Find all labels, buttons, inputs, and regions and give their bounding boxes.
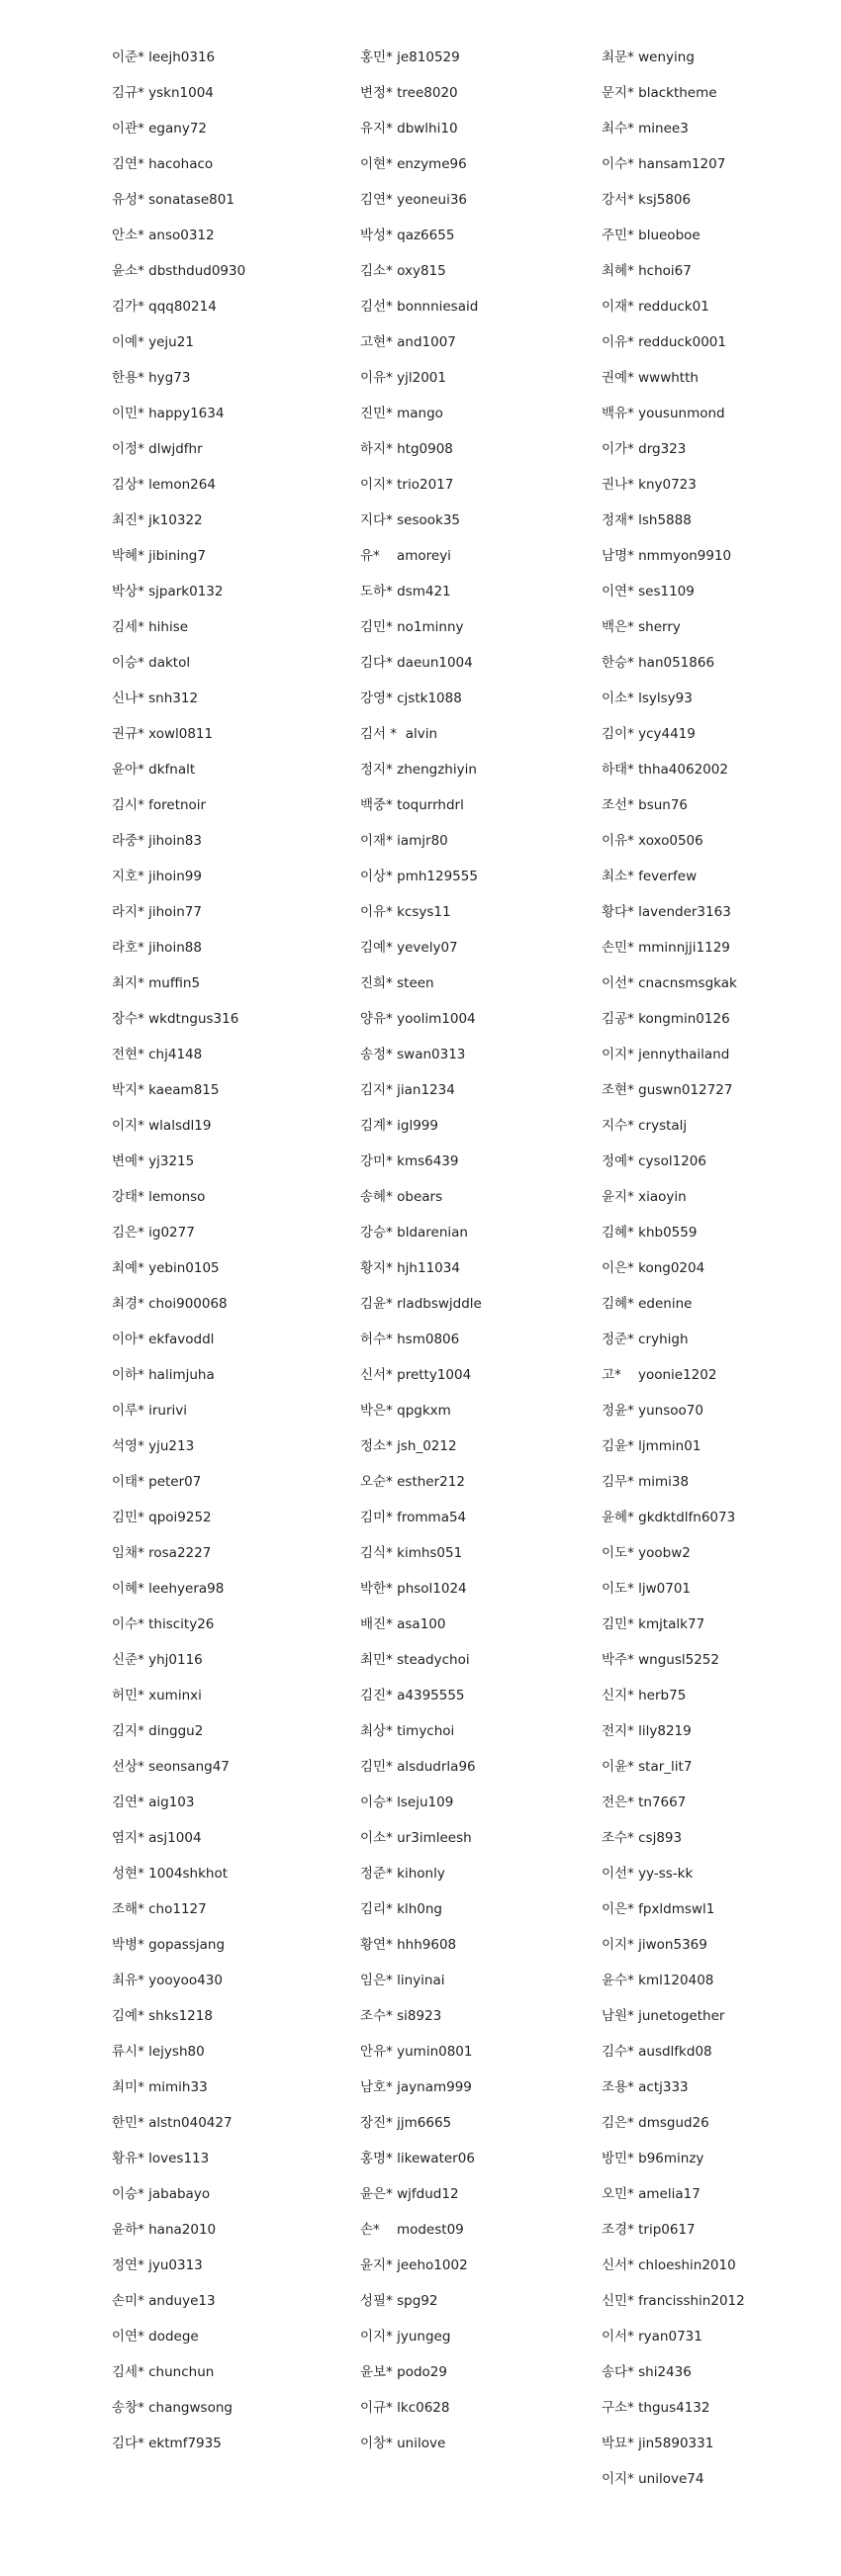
list-item: 정예* cysol1206 xyxy=(602,1153,706,1169)
list-item: 이태* peter07 xyxy=(112,1474,202,1490)
list-item: 강미* kms6439 xyxy=(360,1153,459,1169)
list-item: 성필* spg92 xyxy=(360,2293,438,2309)
list-item: 강서* ksj5806 xyxy=(602,192,692,208)
list-item: 이유* redduck0001 xyxy=(602,334,726,350)
list-item: 최소* feverfew xyxy=(602,869,698,884)
list-item: 김진* a4395555 xyxy=(360,1688,465,1703)
list-item: 박한* phsol1024 xyxy=(360,1581,467,1597)
list-item: 장수* wkdtngus316 xyxy=(112,1011,239,1027)
name-column-2 xyxy=(360,40,607,2461)
list-item: 이소* ur3imleesh xyxy=(360,1830,472,1846)
list-item: 이재* iamjr80 xyxy=(360,833,448,849)
list-item: 이지* jyungeg xyxy=(360,2329,451,2345)
list-item: 정지* zhengzhiyin xyxy=(360,762,477,778)
list-item: 이정* dlwjdfhr xyxy=(112,441,203,457)
list-item: 허민* xuminxi xyxy=(112,1688,202,1703)
list-item: 최지* muffin5 xyxy=(112,975,201,991)
list-item: 진민* mango xyxy=(360,406,443,421)
list-item: 방민* b96minzy xyxy=(602,2151,704,2166)
list-item: 이연* dodege xyxy=(112,2329,199,2345)
list-item: 손미* anduye13 xyxy=(112,2293,216,2309)
list-item: 손민* mminnjji1129 xyxy=(602,940,730,956)
list-item: 조수* si8923 xyxy=(360,2008,442,2024)
list-item: 문지* blacktheme xyxy=(602,85,717,101)
list-item: 신서* pretty1004 xyxy=(360,1367,472,1383)
list-item: 백중* toqurrhdrl xyxy=(360,797,464,813)
list-item: 윤지* xiaoyin xyxy=(602,1189,687,1205)
list-item: 라중* jihoin83 xyxy=(112,833,202,849)
list-item: 하태* thha4062002 xyxy=(602,762,728,778)
list-item: 전지* lily8219 xyxy=(602,1723,692,1739)
list-item: 김시* foretnoir xyxy=(112,797,207,813)
list-item: 라호* jihoin88 xyxy=(112,940,202,956)
list-item: 이수* hansam1207 xyxy=(602,156,726,172)
list-item: 이수* thiscity26 xyxy=(112,1616,215,1632)
list-item: 박병* gopassjang xyxy=(112,1937,226,1953)
list-item: 김수* ausdlfkd08 xyxy=(602,2044,712,2060)
list-item: 이승* jababayo xyxy=(112,2186,211,2202)
list-item: 이준* leejh0316 xyxy=(112,49,216,65)
list-item: 구소* thgus4132 xyxy=(602,2400,710,2416)
list-item: 변정* tree8020 xyxy=(360,85,458,101)
list-item: 김계* igl999 xyxy=(360,1118,438,1134)
list-item: 김은* dmsgud26 xyxy=(602,2115,709,2131)
list-item: 김혜* edenine xyxy=(602,1296,693,1312)
list-item: 조수* csj893 xyxy=(602,1830,683,1846)
list-item: 이상* pmh129555 xyxy=(360,869,478,884)
list-item: 김세* chunchun xyxy=(112,2364,215,2380)
list-item: 한승* han051866 xyxy=(602,655,715,671)
list-item: 김규* yskn1004 xyxy=(112,85,214,101)
list-item: 김소* oxy815 xyxy=(360,263,446,279)
list-item: 김연* aig103 xyxy=(112,1794,195,1810)
list-item: 윤수* kml120408 xyxy=(602,1973,714,1988)
list-item: 오순* esther212 xyxy=(360,1474,465,1490)
list-item: 김상* lemon264 xyxy=(112,477,216,493)
list-item: 이지* trio2017 xyxy=(360,477,454,493)
list-item: 윤하* hana2010 xyxy=(112,2222,217,2238)
list-item: 김예* shks1218 xyxy=(112,2008,213,2024)
list-item: 허수* hsm0806 xyxy=(360,1332,460,1347)
list-item: 고* yoonie1202 xyxy=(602,1367,717,1383)
list-item: 백유* yousunmond xyxy=(602,406,725,421)
list-item: 김이* ycy4419 xyxy=(602,726,696,742)
list-item: 류시* lejysh80 xyxy=(112,2044,205,2060)
list-item: 이지* wlalsdl19 xyxy=(112,1118,212,1134)
list-item: 박상* sjpark0132 xyxy=(112,584,224,599)
list-item: 남호* jaynam999 xyxy=(360,2079,472,2095)
list-item: 권규* xowl0811 xyxy=(112,726,214,742)
list-item: 이소* lsylsy93 xyxy=(602,690,693,706)
list-item: 이루* irurivi xyxy=(112,1403,188,1419)
list-item: 권나* kny0723 xyxy=(602,477,697,493)
list-item: 최예* yebin0105 xyxy=(112,1260,220,1276)
list-item: 손* modest09 xyxy=(360,2222,464,2238)
list-item: 이민* happy1634 xyxy=(112,406,225,421)
list-item: 김민* qpoi9252 xyxy=(112,1510,212,1525)
list-item: 김은* ig0277 xyxy=(112,1225,195,1241)
list-item: 선상* seonsang47 xyxy=(112,1759,230,1775)
list-item: 전현* chj4148 xyxy=(112,1047,203,1062)
list-item: 한민* alstn040427 xyxy=(112,2115,233,2131)
list-item: 윤아* dkfnalt xyxy=(112,762,196,778)
list-item: 전은* tn7667 xyxy=(602,1794,687,1810)
list-item: 김선* bonnniesaid xyxy=(360,299,479,315)
list-item: 최혜* hchoi67 xyxy=(602,263,692,279)
list-item: 이선* cnacnsmsgkak xyxy=(602,975,737,991)
list-item: 이가* drg323 xyxy=(602,441,687,457)
list-item: 박은* qpgkxm xyxy=(360,1403,451,1419)
list-item: 이선* yy-ss-kk xyxy=(602,1866,694,1882)
list-item: 이연* ses1109 xyxy=(602,584,695,599)
list-item: 김다* daeun1004 xyxy=(360,655,473,671)
list-item: 윤지* jeeho1002 xyxy=(360,2257,468,2273)
list-item: 조용* actj333 xyxy=(602,2079,689,2095)
list-item: 조선* bsun76 xyxy=(602,797,689,813)
list-item: 김지* jian1234 xyxy=(360,1082,455,1098)
list-item: 김서 * alvin xyxy=(360,726,438,742)
list-item: 최민* steadychoi xyxy=(360,1652,470,1668)
list-item: 윤소* dbsthdud0930 xyxy=(112,263,246,279)
list-item: 정윤* yunsoo70 xyxy=(602,1403,703,1419)
list-item: 박지* kaeam815 xyxy=(112,1082,220,1098)
list-item: 양유* yoolim1004 xyxy=(360,1011,476,1027)
list-item: 송혜* obears xyxy=(360,1189,443,1205)
list-item: 윤혜* gkdktdlfn6073 xyxy=(602,1510,736,1525)
list-item: 최경* choi900068 xyxy=(112,1296,228,1312)
list-item: 조해* cho1127 xyxy=(112,1901,207,1917)
list-item: 김공* kongmin0126 xyxy=(602,1011,730,1027)
list-item: 김민* no1minny xyxy=(360,619,464,635)
list-item: 윤은* wjfdud12 xyxy=(360,2186,459,2202)
list-item: 이창* unilove xyxy=(360,2436,446,2451)
list-item: 이예* yeju21 xyxy=(112,334,194,350)
list-item: 최진* jk10322 xyxy=(112,512,203,528)
list-item: 최상* timychoi xyxy=(360,1723,455,1739)
list-item: 김민* alsdudrla96 xyxy=(360,1759,476,1775)
list-item: 송창* changwsong xyxy=(112,2400,233,2416)
list-item: 이현* enzyme96 xyxy=(360,156,467,172)
list-item: 김지* dinggu2 xyxy=(112,1723,204,1739)
list-item: 남원* junetogether xyxy=(602,2008,725,2024)
list-item: 신서* chloeshin2010 xyxy=(602,2257,736,2273)
list-item: 홍명* likewater06 xyxy=(360,2151,475,2166)
list-item: 임은* linyinai xyxy=(360,1973,445,1988)
list-item: 이도* ljw0701 xyxy=(602,1581,692,1597)
list-item: 김윤* rladbswjddle xyxy=(360,1296,482,1312)
list-item: 강영* cjstk1088 xyxy=(360,690,462,706)
list-item: 도하* dsm421 xyxy=(360,584,451,599)
list-item: 황다* lavender3163 xyxy=(602,904,731,920)
list-item: 박혜* jibining7 xyxy=(112,548,206,564)
list-item: 김가* qqq80214 xyxy=(112,299,217,315)
list-item: 황지* hjh11034 xyxy=(360,1260,460,1276)
list-item: 성현* 1004shkhot xyxy=(112,1866,228,1882)
list-item: 석영* yju213 xyxy=(112,1438,195,1454)
list-item: 이규* lkc0628 xyxy=(360,2400,450,2416)
list-item: 김예* yevely07 xyxy=(360,940,458,956)
list-item: 유지* dbwlhi10 xyxy=(360,121,458,137)
list-item: 염지* asj1004 xyxy=(112,1830,202,1846)
list-item: 송다* shi2436 xyxy=(602,2364,692,2380)
name-column-1 xyxy=(112,40,359,2461)
list-item: 배진* asa100 xyxy=(360,1616,446,1632)
list-item: 강승* bldarenian xyxy=(360,1225,468,1241)
list-item: 안소* anso0312 xyxy=(112,228,215,243)
list-item: 정준* kihonly xyxy=(360,1866,445,1882)
list-item: 신준* yhj0116 xyxy=(112,1652,203,1668)
list-item: 최수* minee3 xyxy=(602,121,689,137)
list-item: 최유* yooyoo430 xyxy=(112,1973,223,1988)
list-item: 김미* fromma54 xyxy=(360,1510,467,1525)
list-item: 조경* trip0617 xyxy=(602,2222,696,2238)
list-item: 지수* crystalj xyxy=(602,1118,688,1134)
list-item: 정연* jyu0313 xyxy=(112,2257,203,2273)
list-item: 백은* sherry xyxy=(602,619,681,635)
list-item: 고현* and1007 xyxy=(360,334,456,350)
list-item: 황연* hhh9608 xyxy=(360,1937,457,1953)
list-item: 신나* snh312 xyxy=(112,690,199,706)
list-item: 이지* jiwon5369 xyxy=(602,1937,707,1953)
list-item: 정준* cryhigh xyxy=(602,1332,689,1347)
list-item: 김식* kimhs051 xyxy=(360,1545,463,1561)
list-item: 이윤* star_lit7 xyxy=(602,1759,693,1775)
list-item: 주민* blueoboe xyxy=(602,228,701,243)
list-item: 진희* steen xyxy=(360,975,434,991)
list-item: 변예* yj3215 xyxy=(112,1153,195,1169)
list-item: 이재* redduck01 xyxy=(602,299,709,315)
list-item: 김연* yeoneui36 xyxy=(360,192,468,208)
list-item: 조현* guswn012727 xyxy=(602,1082,733,1098)
list-item: 이서* ryan0731 xyxy=(602,2329,702,2345)
list-item: 이승* daktol xyxy=(112,655,191,671)
list-item: 황유* loves113 xyxy=(112,2151,210,2166)
list-item: 남명* nmmyon9910 xyxy=(602,548,732,564)
list-item: 이은* kong0204 xyxy=(602,1260,705,1276)
list-item: 최미* mimih33 xyxy=(112,2079,208,2095)
list-item: 이도* yoobw2 xyxy=(602,1545,691,1561)
list-item: 이은* fpxldmswl1 xyxy=(602,1901,715,1917)
list-item: 김리* klh0ng xyxy=(360,1901,442,1917)
list-item: 강태* lemonso xyxy=(112,1189,206,1205)
list-item: 임채* rosa2227 xyxy=(112,1545,212,1561)
list-item: 이지* jennythailand xyxy=(602,1047,730,1062)
list-item: 권예* wwwhtth xyxy=(602,370,699,386)
list-item: 송정* swan0313 xyxy=(360,1047,466,1062)
list-item: 이하* halimjuha xyxy=(112,1367,215,1383)
list-item: 하지* htg0908 xyxy=(360,441,453,457)
list-item: 지호* jihoin99 xyxy=(112,869,202,884)
list-item: 지다* sesook35 xyxy=(360,512,461,528)
name-column-3 xyxy=(602,40,841,2497)
list-item: 장진* jjm6665 xyxy=(360,2115,452,2131)
list-item: 김세* hihise xyxy=(112,619,189,635)
list-item: 이유* kcsys11 xyxy=(360,904,451,920)
list-item: 윤보* podo29 xyxy=(360,2364,447,2380)
list-item: 정재* lsh5888 xyxy=(602,512,692,528)
list-item: 김다* ektmf7935 xyxy=(112,2436,222,2451)
list-item: 최문* wenying xyxy=(602,49,695,65)
list-item: 김윤* ljmmin01 xyxy=(602,1438,701,1454)
list-item: 신민* francisshin2012 xyxy=(602,2293,745,2309)
list-item: 홍민* je810529 xyxy=(360,49,460,65)
list-item: 김민* kmjtalk77 xyxy=(602,1616,705,1632)
list-item: 김연* hacohaco xyxy=(112,156,214,172)
list-item: 이유* xoxo0506 xyxy=(602,833,703,849)
list-item: 유* amoreyi xyxy=(360,548,451,564)
list-item: 라지* jihoin77 xyxy=(112,904,202,920)
list-item: 신지* herb75 xyxy=(602,1688,687,1703)
list-item: 안유* yumin0801 xyxy=(360,2044,473,2060)
list-item: 유성* sonatase801 xyxy=(112,192,234,208)
list-item: 오민* amelia17 xyxy=(602,2186,701,2202)
list-item: 김혜* khb0559 xyxy=(602,1225,698,1241)
list-item: 박묘* jin5890331 xyxy=(602,2436,714,2451)
list-item: 정소* jsh_0212 xyxy=(360,1438,457,1454)
list-item: 이아* ekfavoddl xyxy=(112,1332,215,1347)
list-item: 이혜* leehyera98 xyxy=(112,1581,225,1597)
list-item: 이유* yjl2001 xyxy=(360,370,446,386)
list-item: 김무* mimi38 xyxy=(602,1474,690,1490)
list-item: 박주* wngusl5252 xyxy=(602,1652,719,1668)
list-item: 박성* qaz6655 xyxy=(360,228,455,243)
list-item: 이지* unilove74 xyxy=(602,2471,704,2487)
list-item: 이관* egany72 xyxy=(112,121,207,137)
list-item: 이승* lseju109 xyxy=(360,1794,454,1810)
list-item: 한용* hyg73 xyxy=(112,370,191,386)
